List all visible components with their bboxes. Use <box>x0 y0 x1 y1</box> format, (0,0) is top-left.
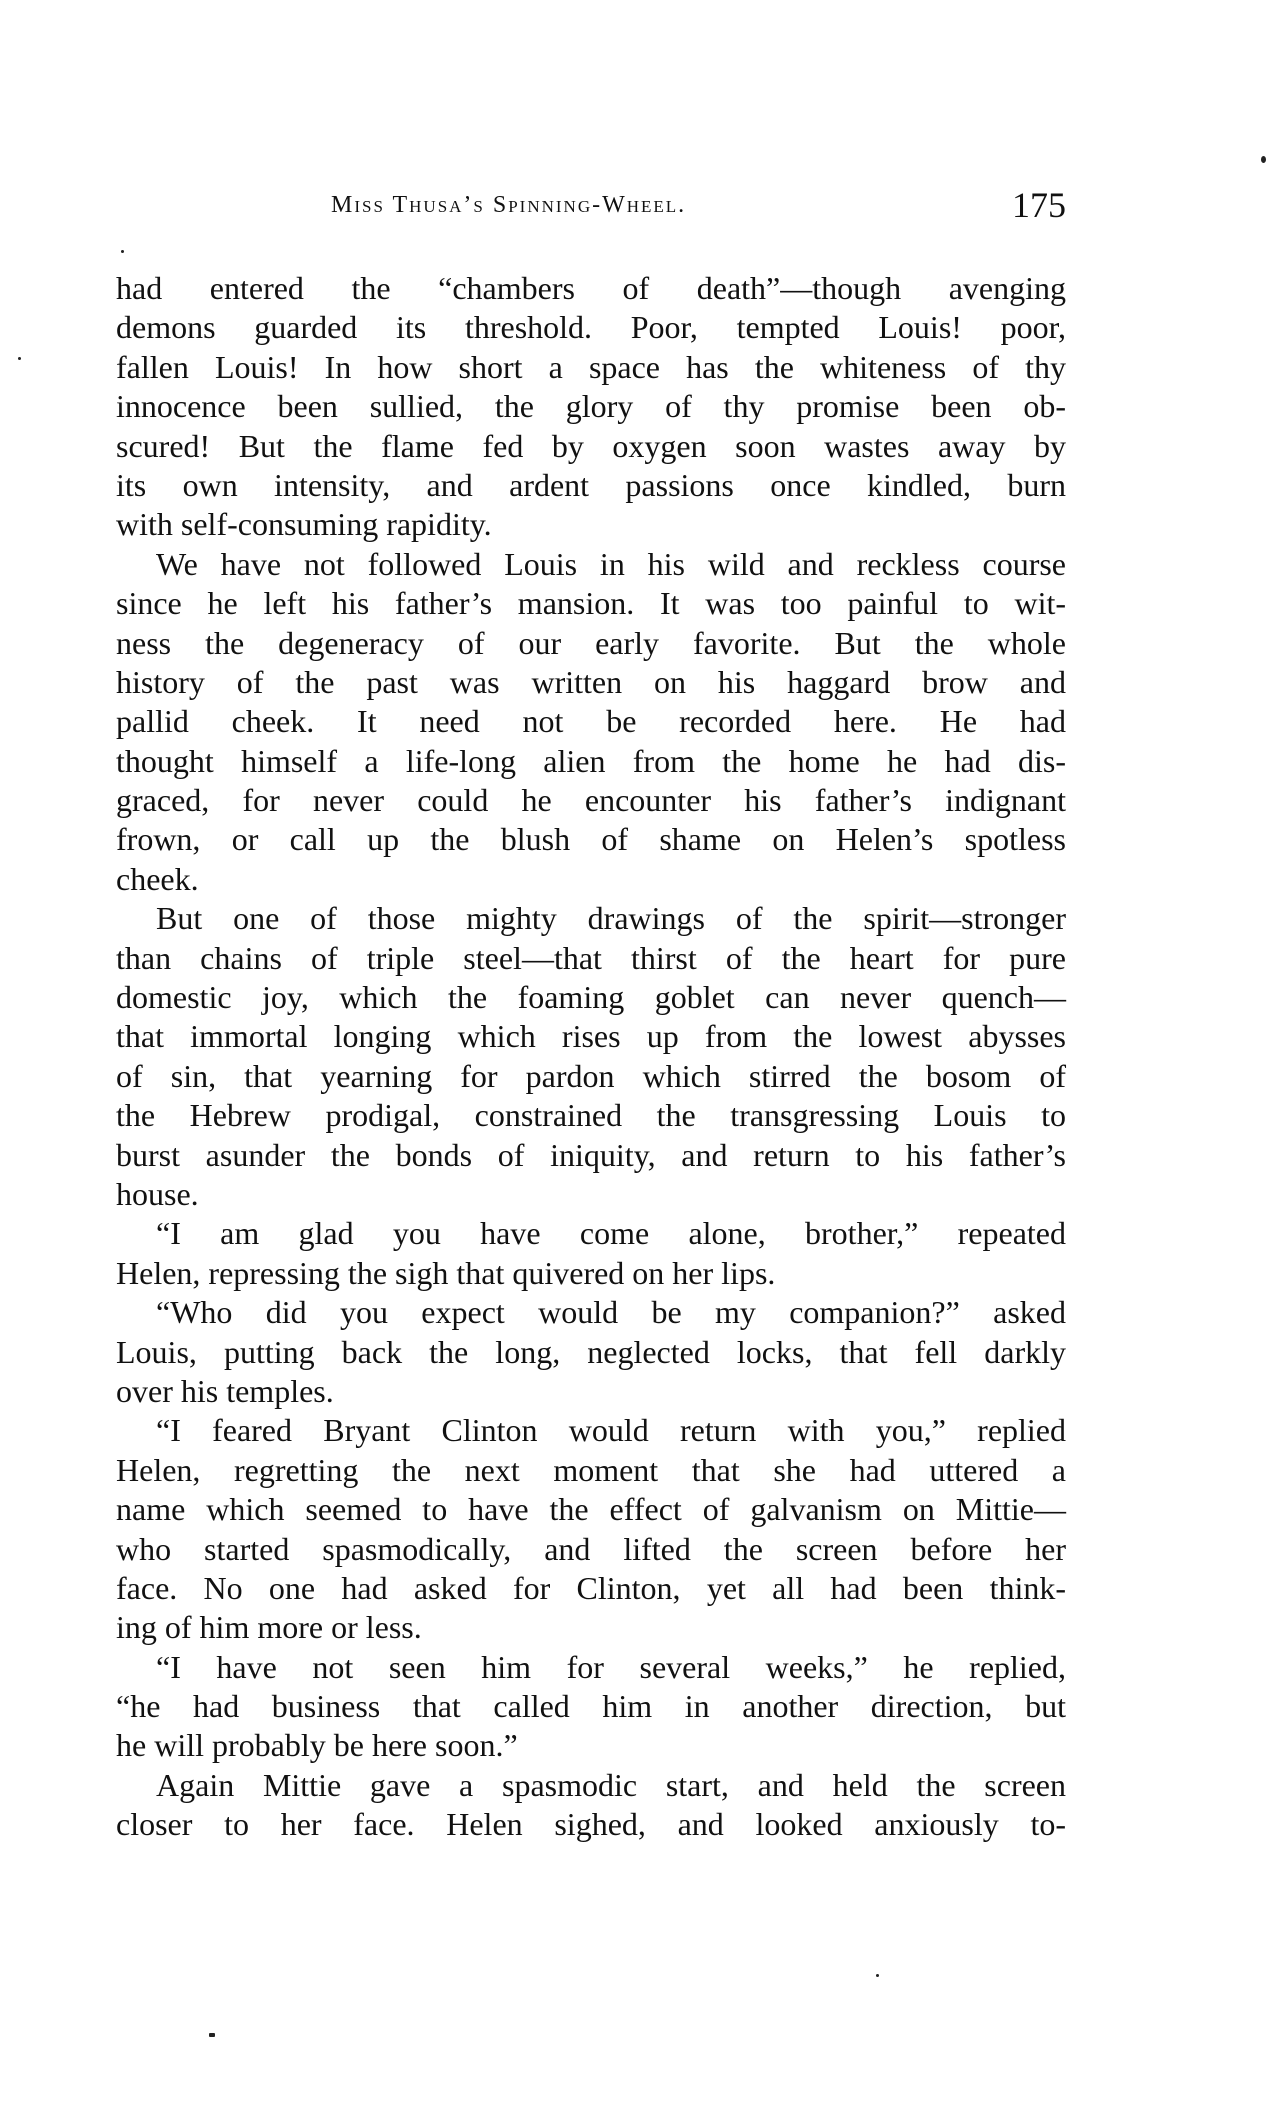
text-line: We have not followed Louis in his wild and reckless course <box>156 545 1066 582</box>
text-line: “I have not seen him for several weeks,” he replied, <box>156 1648 1066 1685</box>
text-line: “Who did you expect would be my companion?” asked <box>156 1294 1066 1331</box>
speck <box>121 250 124 253</box>
text-line: Helen, repressing the sigh that quivered on her lips. <box>116 1254 776 1291</box>
text-line: house. <box>116 1175 199 1212</box>
text-line: But one of those mighty drawings of the spirit—stronger <box>156 900 1066 937</box>
text-line: than chains of triple steel—that thirst of the heart for pure <box>116 939 1066 976</box>
text-line: the Hebrew prodigal, constrained the transgressing Louis to <box>116 1097 1066 1134</box>
text-line: closer to her face. Helen sighed, and looked anxiously to- <box>116 1806 1066 1843</box>
text-line: frown, or call up the blush of shame on Helen’s spotless <box>116 821 1066 858</box>
text-line: Helen, regretting the next moment that she had uttered a <box>116 1451 1066 1488</box>
text-line: graced, for never could he encounter his father’s indignant <box>116 782 1066 819</box>
text-line: had entered the “chambers of death”—though avenging <box>116 270 1066 306</box>
text-line: “I feared Bryant Clinton would return with you,” replied <box>156 1412 1066 1449</box>
speck <box>18 357 21 360</box>
text-line: over his temples. <box>116 1372 334 1409</box>
text-line: ness the degeneracy of our early favorite. But the whole <box>116 624 1066 661</box>
text-line: of sin, that yearning for pardon which stirred the bosom of <box>116 1057 1066 1094</box>
text-line: burst asunder the bonds of iniquity, and return to his father’s <box>116 1136 1066 1173</box>
text-line: pallid cheek. It need not be recorded here. He had <box>116 703 1066 740</box>
text-line: name which seemed to have the effect of galvanism on Mittie— <box>116 1491 1066 1528</box>
page-header <box>116 185 1066 228</box>
text-line: “he had business that called him in another direction, but <box>116 1688 1066 1725</box>
text-line: that immortal longing which rises up from the lowest abysses <box>116 1018 1066 1055</box>
text-line: face. No one had asked for Clinton, yet all had been think- <box>116 1569 1066 1606</box>
text-line: Again Mittie gave a spasmodic start, and held the screen <box>156 1766 1066 1803</box>
running-title: Miss Thusa’s Spinning-Wheel. <box>331 192 687 218</box>
text-line: he will probably be here soon.” <box>116 1727 518 1764</box>
text-line: domestic joy, which the foaming goblet can never quench— <box>116 979 1066 1016</box>
text-line: ing of him more or less. <box>116 1609 422 1646</box>
text-line: cheek. <box>116 860 199 897</box>
text-line: since he left his father’s mansion. It was too painful to wit- <box>116 585 1066 622</box>
text-line: thought himself a life-long alien from the home he had dis- <box>116 742 1066 779</box>
page-number: 175 <box>1012 185 1066 225</box>
text-line: “I am glad you have come alone, brother,” repeated <box>156 1215 1066 1252</box>
speck <box>1261 156 1266 163</box>
body-text <box>116 269 1066 1845</box>
text-line: scured! But the flame fed by oxygen soon wastes away by <box>116 427 1066 464</box>
speck <box>209 2033 215 2037</box>
text-line: Louis, putting back the long, neglected locks, that fell darkly <box>116 1333 1066 1370</box>
speck <box>876 1974 879 1977</box>
text-line: who started spasmodically, and lifted the screen before her <box>116 1530 1066 1567</box>
text-line: its own intensity, and ardent passions once kindled, burn <box>116 466 1066 503</box>
text-line: fallen Louis! In how short a space has the whiteness of thy <box>116 348 1066 385</box>
text-line: with self-consuming rapidity. <box>116 506 492 543</box>
text-line: innocence been sullied, the glory of thy promise been ob- <box>116 388 1066 425</box>
text-line: demons guarded its threshold. Poor, tempted Louis! poor, <box>116 309 1066 346</box>
text-line: history of the past was written on his haggard brow and <box>116 663 1066 700</box>
